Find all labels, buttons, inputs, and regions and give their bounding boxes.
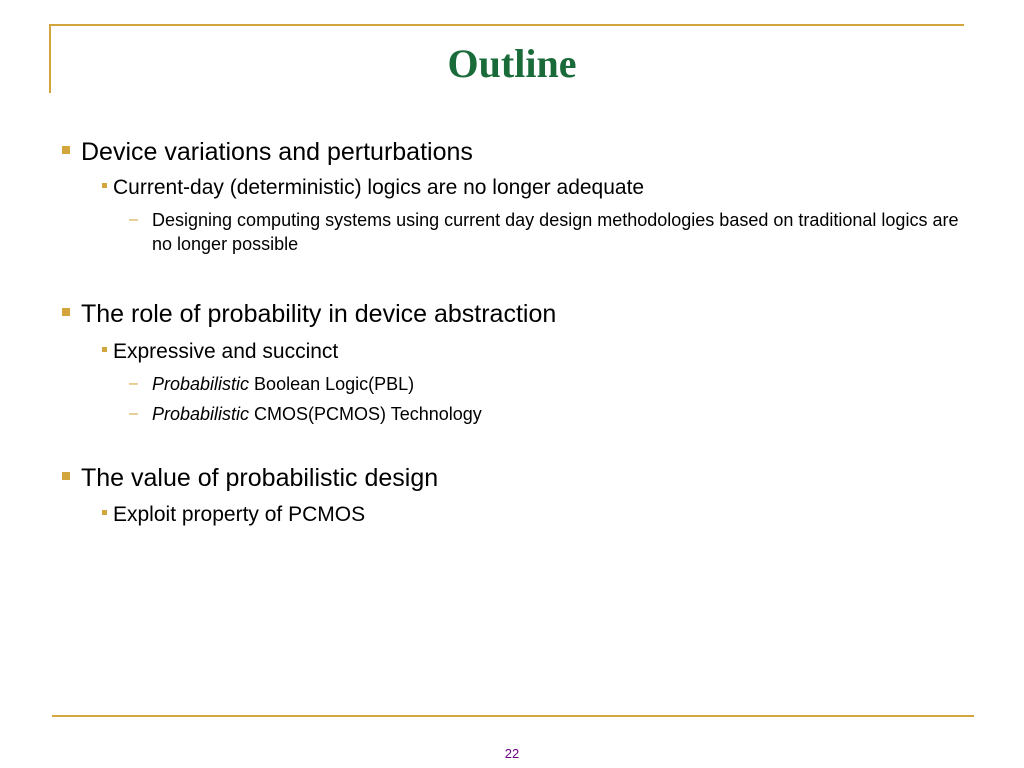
page-number: 22 bbox=[504, 746, 520, 761]
footer-line bbox=[52, 715, 974, 717]
bullet-role-of-probability bbox=[62, 299, 556, 329]
subbullet-text: Exploit property of PCMOS bbox=[113, 503, 366, 526]
detail-pbl bbox=[129, 372, 979, 396]
subbullet-exploit-pcmos bbox=[102, 502, 365, 528]
square-bullet-icon bbox=[102, 510, 107, 515]
subbullet-text: Expressive and succinct bbox=[113, 340, 339, 363]
detail-designing-systems bbox=[129, 208, 979, 256]
square-bullet-icon bbox=[102, 183, 107, 188]
bullet-value-of-design bbox=[62, 463, 438, 493]
subbullet-deterministic-logics bbox=[102, 175, 644, 201]
detail-text: Boolean Logic(PBL) bbox=[249, 374, 415, 394]
slide-title: Outline bbox=[447, 41, 577, 86]
bullet-text: Device variations and perturbations bbox=[81, 138, 473, 166]
bullet-text: The value of probabilistic design bbox=[81, 464, 439, 492]
bullet-text: The role of probability in device abstraction bbox=[81, 300, 557, 328]
dash-bullet-icon: – bbox=[129, 211, 138, 228]
dash-bullet-icon: – bbox=[129, 375, 138, 392]
subbullet-text: Current-day (deterministic) logics are no longer adequate bbox=[113, 176, 645, 199]
detail-pcmos bbox=[129, 402, 979, 426]
detail-text: Designing computing systems using current day design methodologies based on traditional logics are no longer possible bbox=[152, 210, 959, 254]
detail-emphasis: Probabilistic bbox=[152, 374, 250, 394]
square-bullet-icon bbox=[102, 347, 107, 352]
square-bullet-icon bbox=[62, 308, 70, 316]
dash-bullet-icon: – bbox=[129, 405, 138, 422]
detail-emphasis: Probabilistic bbox=[152, 404, 250, 424]
subbullet-expressive bbox=[102, 339, 338, 365]
detail-text: CMOS(PCMOS) Technology bbox=[249, 404, 482, 424]
square-bullet-icon bbox=[62, 146, 70, 154]
square-bullet-icon bbox=[62, 472, 70, 480]
bullet-device-variations bbox=[62, 137, 473, 167]
